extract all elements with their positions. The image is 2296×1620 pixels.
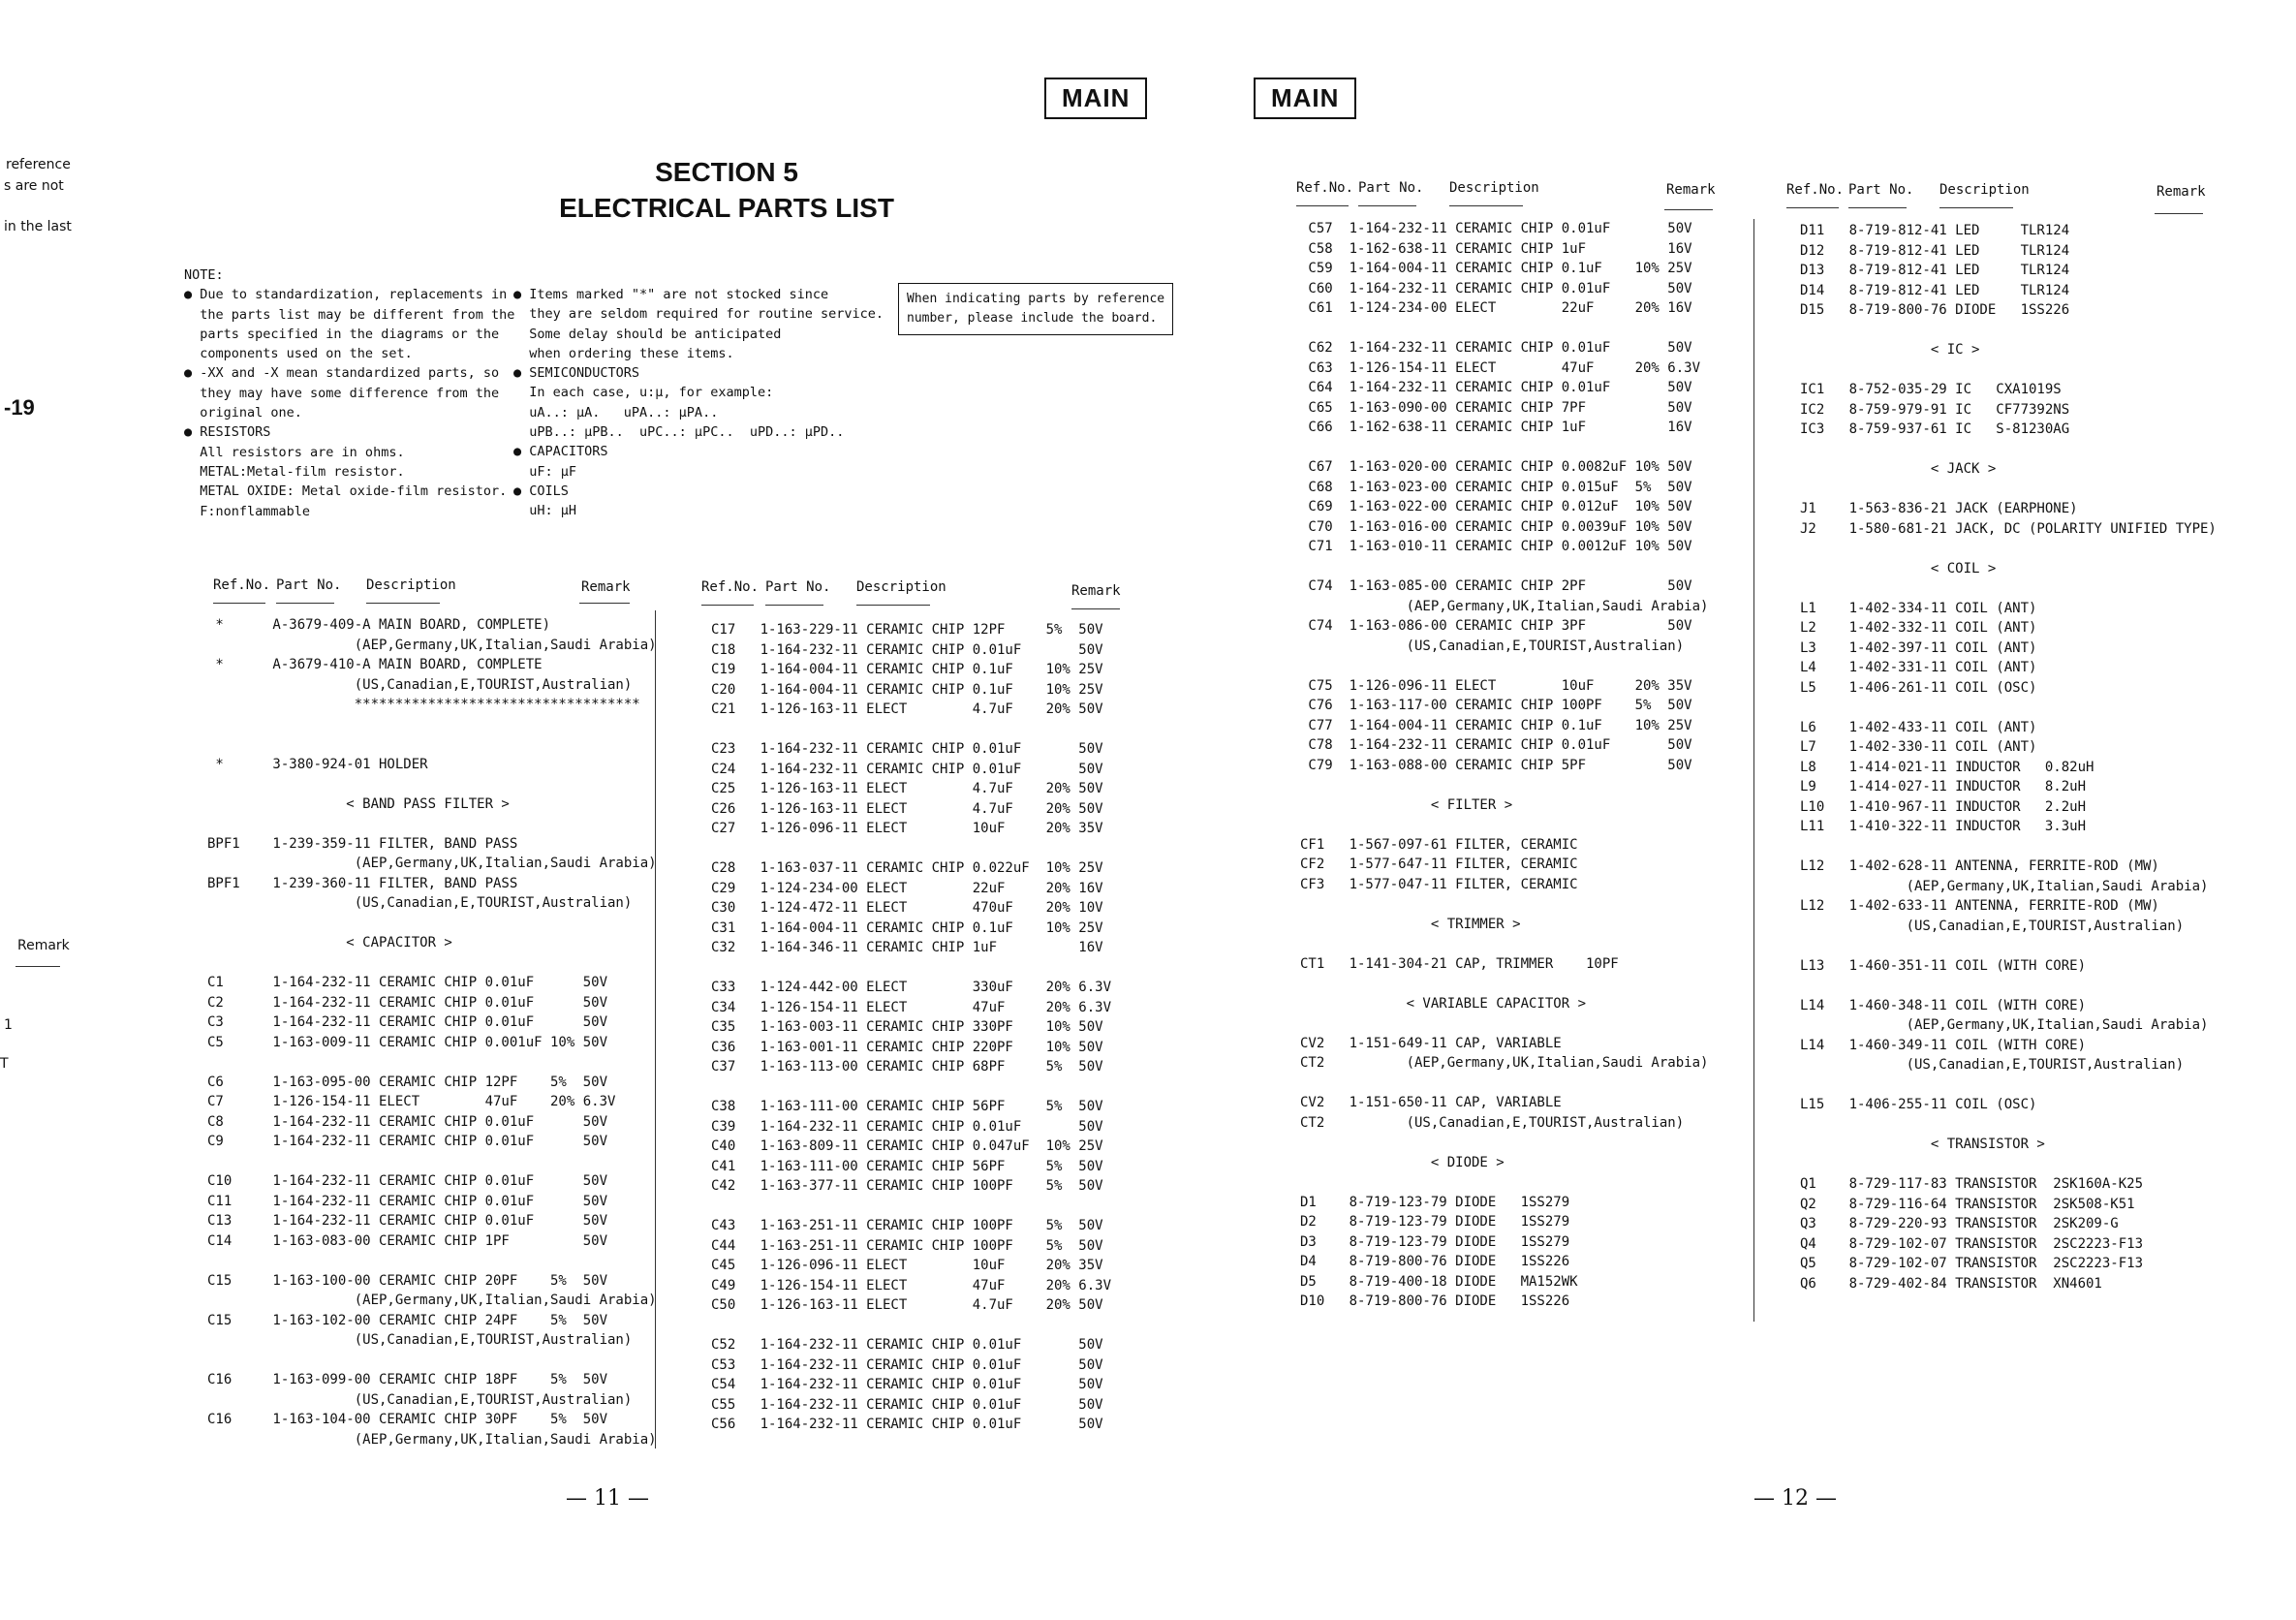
edge-fragment-5: Remark bbox=[17, 938, 70, 953]
col2-header-part: Part No. bbox=[765, 579, 831, 595]
section-number: SECTION 5 bbox=[655, 157, 798, 187]
page-number-12: — 12 — bbox=[1753, 1486, 1837, 1511]
col3-header-remark: Remark bbox=[1666, 182, 1716, 198]
col1-header-remark: Remark bbox=[581, 579, 631, 595]
board-reference-note: When indicating parts by reference number, please include the board. bbox=[898, 283, 1173, 335]
col1-header-desc: Description bbox=[366, 577, 456, 593]
col3-header-desc: Description bbox=[1449, 180, 1539, 196]
edge-fragment-6: 1 bbox=[4, 1017, 13, 1033]
section-title: ELECTRICAL PARTS LIST bbox=[559, 193, 894, 223]
col4-header-part: Part No. bbox=[1848, 182, 1914, 198]
edge-fragment-7: T bbox=[0, 1056, 9, 1072]
edge-fragment-3: in the last bbox=[4, 219, 72, 234]
col4-header-ref: Ref.No. bbox=[1786, 182, 1845, 198]
col3-header-part: Part No. bbox=[1358, 180, 1424, 196]
edge-fragment-1: reference bbox=[6, 157, 71, 172]
note-column-1: NOTE: ● Due to standardization, replacements in the parts list may be different from the parts specified in the diagrams or the components used on the set. ● -XX and -X mean standardized parts, so they may have some difference from the original one. ● RESISTORS All resistors are in ohms. METAL:Metal-film resistor. METAL OXIDE: Metal oxide-film resistor. F:nonflammable bbox=[184, 267, 515, 519]
edge-fragment-4: -19 bbox=[4, 395, 35, 420]
col3-header-ref: Ref.No. bbox=[1296, 180, 1354, 196]
parts-column-2: C17 1-163-229-11 CERAMIC CHIP 12PF 5% 50V C18 1-164-232-11 CERAMIC CHIP 0.01uF 50V C19 1-164-004-11 CERAMIC CHIP 0.1uF 10% 25V C20 1-164-004-11 CERAMIC CHIP 0.1uF 10% 25V C21 1-126-163-11 ELECT 4.7uF 20% 50V C23 1-164-232-11 CERAMIC CHIP 0.01uF 50V C24 1-164-232-11 CERAMIC CHIP 0.01uF 50V C25 1-126-163-11 ELECT 4.7uF 20% 50V C26 1-126-163-11 ELECT 4.7uF 20% 50V C27 1-126-096-11 ELECT 10uF 20% 35V C28 1-163-037-11 CERAMIC CHIP 0.022uF 10% 25V C29 1-124-234-00 ELECT 22uF 20% 16V C30 1-124-472-11 ELECT 470uF 20% 10V C31 1-164-004-11 CERAMIC CHIP 0.1uF 10% 25V C32 1-164-346-11 CERAMIC CHIP 1uF 16V C33 1-124-442-00 ELECT 330uF 20% 6.3V C34 1-126-154-11 ELECT 47uF 20% 6.3V C35 1-163-003-11 CERAMIC CHIP 330PF 10% 50V C36 1-163-001-11 CERAMIC CHIP 220PF 10% 50V C37 1-163-113-00 CERAMIC CHIP 68PF 5% 50V C38 1-163-111-00 CERAMIC CHIP 56PF 5% 50V C39 1-164-232-11 CERAMIC CHIP 0.01uF 50V C40 1-163-809-11 CERAMIC CHIP 0.047uF 10% 25V C41 1-163-111-00 CERAMIC CHIP 56PF 5% 50V C42 1-163-377-11 CERAMIC CHIP 100PF 5% 50V C43 1-163-251-11 CERAMIC CHIP 100PF 5% 50V C44 1-163-251-11 CERAMIC CHIP 100PF 5% 50V C45 1-126-096-11 ELECT 10uF 20% 35V C49 1-126-154-11 ELECT 47uF 20% 6.3V C50 1-126-163-11 ELECT 4.7uF 20% 50V C52 1-164-232-11 CERAMIC CHIP 0.01uF 50V C53 1-164-232-11 CERAMIC CHIP 0.01uF 50V C54 1-164-232-11 CERAMIC CHIP 0.01uF 50V C55 1-164-232-11 CERAMIC CHIP 0.01uF 50V C56 1-164-232-11 CERAMIC CHIP 0.01uF 50V bbox=[711, 622, 1112, 1432]
edge-fragment-2: s are not bbox=[4, 178, 64, 194]
col4-header-desc: Description bbox=[1939, 182, 2030, 198]
col2-header-desc: Description bbox=[856, 579, 946, 595]
col1-header-ref: Ref.No. bbox=[213, 577, 271, 593]
page-number-11: — 11 — bbox=[566, 1486, 649, 1511]
parts-column-1: * A-3679-409-A MAIN BOARD, COMPLETE) (AEP,Germany,UK,Italian,Saudi Arabia) * A-3679-410-A MAIN BOARD, COMPLETE (US,Canadian,E,TOURIST,Australian) *********************************** * 3-380-924-01 HOLDER < BAND PASS FILTER > BPF1 1-239-359-11 FILTER, BAND PASS (AEP,Germany,UK,Italian,Saudi Arabia) BPF1 1-239-360-11 FILTER, BAND PASS (US,Canadian,E,TOURIST,Australian) < CAPACITOR > C1 1-164-232-11 CERAMIC CHIP 0.01uF 50V C2 1-164-232-11 CERAMIC CHIP 0.01uF 50V C3 1-164-232-11 CERAMIC CHIP 0.01uF 50V C5 1-163-009-11 CERAMIC CHIP 0.001uF 10% 50V C6 1-163-095-00 CERAMIC CHIP 12PF 5% 50V C7 1-126-154-11 ELECT 47uF 20% 6.3V C8 1-164-232-11 CERAMIC CHIP 0.01uF 50V C9 1-164-232-11 CERAMIC CHIP 0.01uF 50V C10 1-164-232-11 CERAMIC CHIP 0.01uF 50V C11 1-164-232-11 CERAMIC CHIP 0.01uF 50V C13 1-164-232-11 CERAMIC CHIP 0.01uF 50V C14 1-163-083-00 CERAMIC CHIP 1PF 50V C15 1-163-100-00 CERAMIC CHIP 20PF 5% 50V (AEP,Germany,UK,Italian,Saudi Arabia) C15 1-163-102-00 CERAMIC CHIP 24PF 5% 50V (US,Canadian,E,TOURIST,Australian) C16 1-163-099-00 CERAMIC CHIP 18PF 5% 50V (US,Canadian,E,TOURIST,Australian) C16 1-163-104-00 CERAMIC CHIP 30PF 5% 50V (AEP,Germany,UK,Italian,Saudi Arabia) bbox=[207, 617, 657, 1448]
col1-header-part: Part No. bbox=[276, 577, 342, 593]
note-column-2: ● Items marked "*" are not stocked since they are seldom required for routine service. Some delay should be anticipated when ordering these items. ● SEMICONDUCTORS In each case, u:μ, for example: uA..: μA. uPA..: μPA.. uPB..: μPB.. uPC..: μPC.. uPD..: μPD.. ● CAPACITORS uF: μF ● COILS uH: μH bbox=[513, 287, 884, 519]
col2-header-remark: Remark bbox=[1071, 583, 1121, 599]
parts-column-3: C57 1-164-232-11 CERAMIC CHIP 0.01uF 50V C58 1-162-638-11 CERAMIC CHIP 1uF 16V C59 1-164-004-11 CERAMIC CHIP 0.1uF 10% 25V C60 1-164-232-11 CERAMIC CHIP 0.01uF 50V C61 1-124-234-00 ELECT 22uF 20% 16V C62 1-164-232-11 CERAMIC CHIP 0.01uF 50V C63 1-126-154-11 ELECT 47uF 20% 6.3V C64 1-164-232-11 CERAMIC CHIP 0.01uF 50V C65 1-163-090-00 CERAMIC CHIP 7PF 50V C66 1-162-638-11 CERAMIC CHIP 1uF 16V C67 1-163-020-00 CERAMIC CHIP 0.0082uF 10% 50V C68 1-163-023-00 CERAMIC CHIP 0.015uF 5% 50V C69 1-163-022-00 CERAMIC CHIP 0.012uF 10% 50V C70 1-163-016-00 CERAMIC CHIP 0.0039uF 10% 50V C71 1-163-010-11 CERAMIC CHIP 0.0012uF 10% 50V C74 1-163-085-00 CERAMIC CHIP 2PF 50V (AEP,Germany,UK,Italian,Saudi Arabia) C74 1-163-086-00 CERAMIC CHIP 3PF 50V (US,Canadian,E,TOURIST,Australian) C75 1-126-096-11 ELECT 10uF 20% 35V C76 1-163-117-00 CERAMIC CHIP 100PF 5% 50V C77 1-164-004-11 CERAMIC CHIP 0.1uF 10% 25V C78 1-164-232-11 CERAMIC CHIP 0.01uF 50V C79 1-163-088-00 CERAMIC CHIP 5PF 50V < FILTER > CF1 1-567-097-61 FILTER, CERAMIC CF2 1-577-647-11 FILTER, CERAMIC CF3 1-577-047-11 FILTER, CERAMIC < TRIMMER > CT1 1-141-304-21 CAP, TRIMMER 10PF < VARIABLE CAPACITOR > CV2 1-151-649-11 CAP, VARIABLE CT2 (AEP,Germany,UK,Italian,Saudi Arabia) CV2 1-151-650-11 CAP, VARIABLE CT2 (US,Canadian,E,TOURIST,Australian) < DIODE > D1 8-719-123-79 DIODE 1SS279 D2 8-719-123-79 DIODE 1SS279 D3 8-719-123-79 DIODE 1SS279 D4 8-719-800-76 DIODE 1SS226 D5 8-719-400-18 DIODE MA152WK D10 8-719-800-76 DIODE 1SS226 bbox=[1300, 221, 1709, 1309]
parts-column-4: D11 8-719-812-41 LED TLR124 D12 8-719-812-41 LED TLR124 D13 8-719-812-41 LED TLR124 D14 8-719-812-41 LED TLR124 D15 8-719-800-76 DIODE 1SS226 < IC > IC1 8-752-035-29 IC CXA1019S IC2 8-759-979-91 IC CF77392NS IC3 8-759-937-61 IC S-81230AG < JACK > J1 1-563-836-21 JACK (EARPHONE) J2 1-580-681-21 JACK, DC (POLARITY UNIFIED TYPE) < COIL > L1 1-402-334-11 COIL (ANT) L2 1-402-332-11 COIL (ANT) L3 1-402-397-11 COIL (ANT) L4 1-402-331-11 COIL (ANT) L5 1-406-261-11 COIL (OSC) L6 1-402-433-11 COIL (ANT) L7 1-402-330-11 COIL (ANT) L8 1-414-021-11 INDUCTOR 0.82uH L9 1-414-027-11 INDUCTOR 8.2uH L10 1-410-967-11 INDUCTOR 2.2uH L11 1-410-322-11 INDUCTOR 3.3uH L12 1-402-628-11 ANTENNA, FERRITE-ROD (MW) (AEP,Germany,UK,Italian,Saudi Arabia) L12 1-402-633-11 ANTENNA, FERRITE-ROD (MW) (US,Canadian,E,TOURIST,Australian) L13 1-460-351-11 COIL (WITH CORE) L14 1-460-348-11 COIL (WITH CORE) (AEP,Germany,UK,Italian,Saudi Arabia) L14 1-460-349-11 COIL (WITH CORE) (US,Canadian,E,TOURIST,Australian) L15 1-406-255-11 COIL (OSC) < TRANSISTOR > Q1 8-729-117-83 TRANSISTOR 2SK160A-K25 Q2 8-729-116-64 TRANSISTOR 2SK508-K51 Q3 8-729-220-93 TRANSISTOR 2SK209-G Q4 8-729-102-07 TRANSISTOR 2SC2223-F13 Q5 8-729-102-07 TRANSISTOR 2SC2223-F13 Q6 8-729-402-84 TRANSISTOR XN4601 bbox=[1800, 223, 2217, 1292]
main-board-tag-left: MAIN bbox=[1044, 78, 1147, 119]
main-board-tag-right: MAIN bbox=[1254, 78, 1356, 119]
col4-header-remark: Remark bbox=[2156, 184, 2206, 200]
col2-header-ref: Ref.No. bbox=[701, 579, 760, 595]
